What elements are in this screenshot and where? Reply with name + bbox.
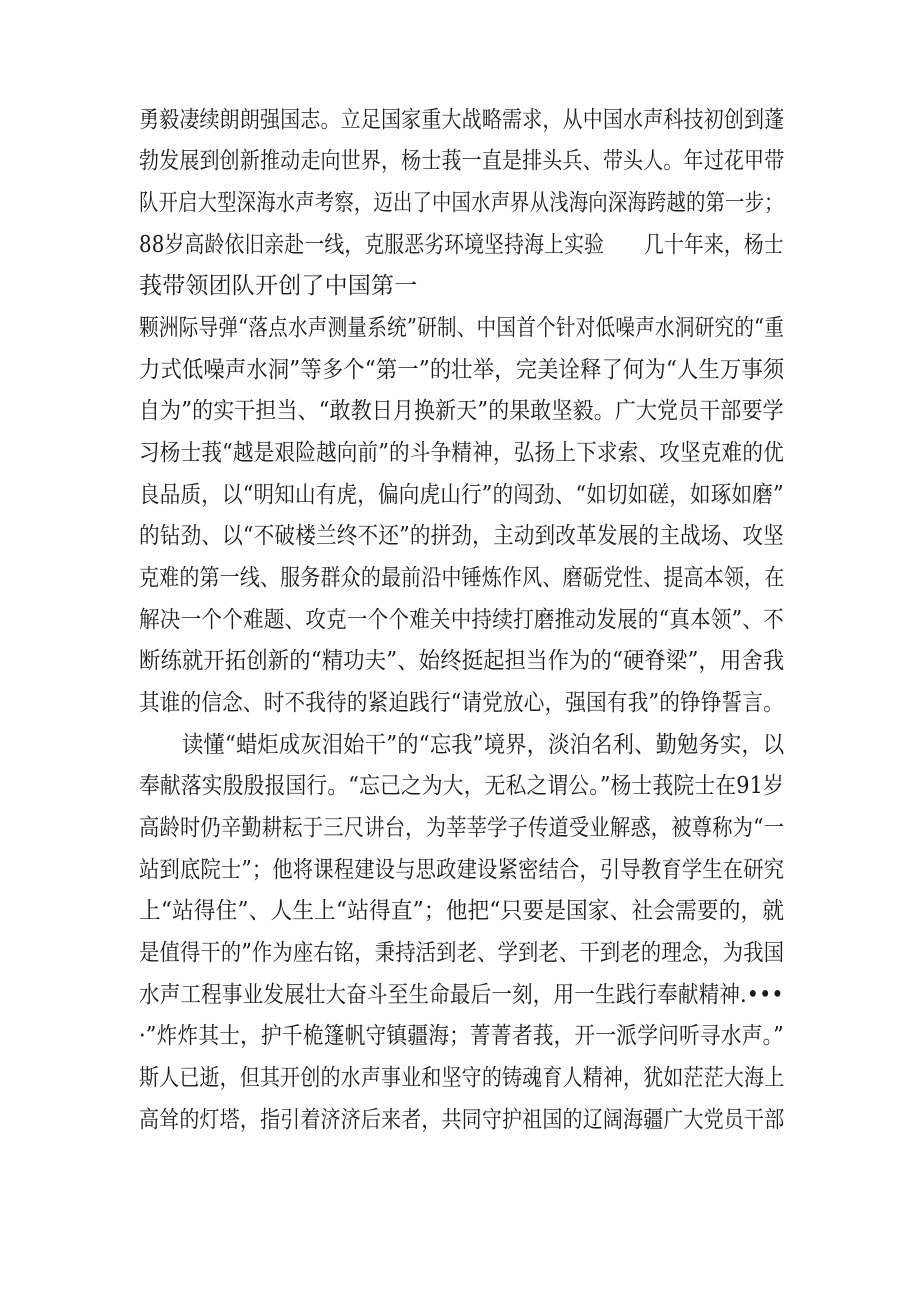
text-line: ·”炸炸其士，护千桅篷帆守镇疆海；菁菁者莪，开一派学问听寻水声。”: [139, 1023, 784, 1049]
text-line: 其谁的信念、时不我待的紧迫践行“请党放心，强国有我”的铮铮誓言。: [139, 690, 784, 716]
text-line: 是值得干的”作为座右铭，秉持活到老、学到老、干到老的理念，为我国: [139, 940, 785, 966]
text-line: 队开启大型深海水声考察，迈出了中国水声界从浅海向深海跨越的第一步；: [139, 190, 784, 216]
text-line: 力式低噪声水洞”等多个“第一”的壮举，完美诠释了何为“人生万事须: [139, 357, 785, 383]
text-line: 的钻劲、以“不破楼兰终不还”的拼劲，主动到改革发展的主战场、攻坚: [139, 523, 784, 549]
text-line: 克难的第一线、服务群众的最前沿中锤炼作风、磨砺党性、提高本领，在: [139, 565, 785, 591]
text-line: 解决一个个难题、攻克一个个难关中持续打磨推动发展的“真本领”、不: [139, 607, 784, 633]
text-line: 高龄时仍辛勤耕耘于三尺讲台，为莘莘学子传道受业解惑，被尊称为“一: [139, 815, 785, 841]
text-line: 奉献落实殷殷报国行。“忘己之为大，无私之谓公。”杨士莪院士在91岁: [139, 773, 784, 799]
text-line: 高耸的灯塔，指引着济济后来者，共同守护祖国的辽阔海疆广大党员干部: [139, 1107, 785, 1133]
text-line: 习杨士莪“越是艰险越向前”的斗争精神，弘扬上下求索、攻坚克难的优: [139, 440, 784, 466]
text-line: 上“站得住”、人生上“站得直”；他把“只要是国家、社会需要的，就: [139, 898, 785, 924]
text-line: 读懂“蜡炬成灰泪始干”的“忘我”境界，淡泊名利、勤勉务实，以: [139, 732, 785, 758]
text-line: 勇毅凄续朗朗强国志。立足国家重大战略需求，从中国水声科技初创到蓬: [139, 107, 785, 133]
text-line: 莪带领团队开创了中国第一: [139, 273, 418, 299]
text-line: 良品质，以“明知山有虎，偏向虎山行”的闯劲、“如切如磋，如琢如磨”: [139, 482, 784, 508]
text-line: 勃发展到创新推动走向世界，杨士莪一直是排头兵、带头人。年过花甲带: [139, 148, 785, 174]
text-line: 颗洲际导弹“落点水声测量系统”研制、中国首个针对低噪声水洞研究的“重: [139, 315, 785, 341]
text-line: 88岁高龄依旧亲赴一线，克服恶劣环境坚持海上实验 几十年来，杨士: [139, 232, 784, 258]
text-line: 斯人已逝，但其开创的水声事业和坚守的铸魂育人精神，犹如茫茫大海上: [139, 1065, 785, 1091]
text-line: 水声工程事业发展壮大奋斗至生命最后一刻，用一生践行奉献精神.•••: [139, 982, 784, 1008]
text-line: 站到底院士”；他将课程建设与思政建设紧密结合，引导教育学生在研究: [139, 857, 785, 883]
text-line: 自为”的实干担当、“敢教日月换新天”的果敢坚毅。广大党员干部要学: [139, 398, 784, 424]
text-line: 断练就开拓创新的“精功夫”、始终挺起担当作为的“硬脊梁”，用舍我: [139, 648, 785, 674]
